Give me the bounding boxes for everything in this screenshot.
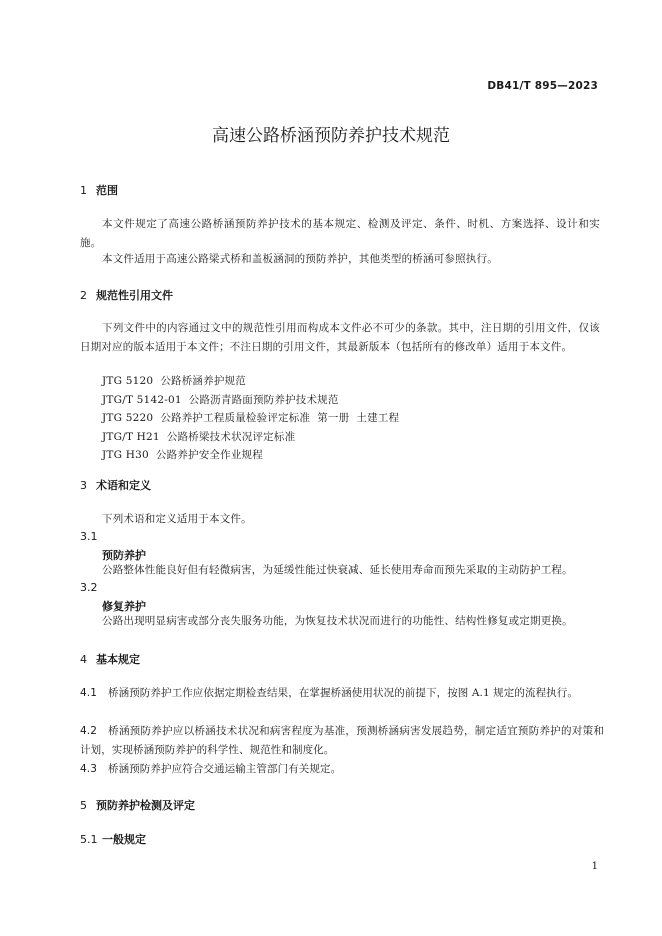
- term-definition: 公路整体性能良好但有轻微病害，为延缓性能过快衰减、延长使用寿命而预先采取的主动防护工程。: [102, 564, 573, 576]
- term-number: 3.1: [80, 530, 98, 543]
- reference-item: JTG 5120 公路桥涵养护规范: [102, 375, 246, 387]
- clause-number: 4.2: [80, 725, 97, 737]
- page-number: 1: [591, 861, 598, 872]
- section-1-heading: [80, 182, 118, 198]
- clause-text: 桥涵预防养护应以桥涵技术状况和病害程度为基准，预测桥涵病害发展趋势，制定适宜预防养护的对策和计划，实现桥涵预防养护的科学性、规范性和制度化。: [80, 725, 604, 756]
- clause-number: 4.3: [80, 763, 97, 775]
- term-number: 3.2: [80, 581, 98, 594]
- section-title: 术语和定义: [96, 479, 151, 492]
- subsection-number: 5.1: [80, 833, 98, 846]
- reference-item: JTG H30 公路养护安全作业规程: [102, 449, 263, 461]
- reference-item: JTG/T 5142-01 公路沥青路面预防养护技术规范: [102, 394, 339, 406]
- term-name: 预防养护: [102, 549, 146, 562]
- clause-text: 桥涵预防养护工作应依据定期检查结果，在掌握桥涵使用状况的前提下，按图 A.1 规定的流程执行。: [108, 687, 578, 699]
- section-number: 5: [80, 799, 87, 812]
- subsection-5-1-heading: [80, 831, 146, 847]
- section-number: 4: [80, 653, 87, 666]
- section-4-heading: [80, 651, 140, 667]
- document-id: DB41/T 895—2023: [487, 80, 598, 92]
- section-title: 规范性引用文件: [96, 289, 173, 302]
- section-title: 预防养护检测及评定: [96, 799, 195, 812]
- section-title: 范围: [96, 184, 118, 197]
- reference-item: JTG/T H21 公路桥梁技术状况评定标准: [102, 431, 296, 443]
- clause-4-1: [80, 684, 604, 703]
- section-number: 3: [80, 479, 87, 492]
- section-1-paragraph-1: 本文件规定了高速公路桥涵预防养护技术的基本规定、检测及评定、条件、时机、方案选择、设计和实施。: [80, 218, 600, 249]
- term-name: 修复养护: [102, 600, 146, 613]
- section-1-paragraph-2: 本文件适用于高速公路梁式桥和盖板涵洞的预防养护，其他类型的桥涵可参照执行。: [102, 253, 498, 265]
- clause-number: 4.1: [80, 687, 97, 699]
- reference-item: JTG 5220 公路养护工程质量检验评定标准 第一册 土建工程: [102, 412, 400, 424]
- section-title: 基本规定: [96, 653, 140, 666]
- section-3-heading: [80, 477, 151, 493]
- clause-text: 桥涵预防养护应符合交通运输主管部门有关规定。: [108, 763, 342, 775]
- clause-4-2: [80, 722, 604, 759]
- clause-4-3: [80, 760, 604, 779]
- subsection-title: 一般规定: [102, 833, 146, 846]
- document-title: 高速公路桥涵预防养护技术规范: [212, 126, 450, 146]
- term-definition: 公路出现明显病害或部分丧失服务功能，为恢复技术状况而进行的功能性、结构性修复或定期更换。: [102, 615, 573, 627]
- section-number: 1: [80, 184, 87, 197]
- section-2-heading: [80, 287, 173, 303]
- section-number: 2: [80, 289, 87, 302]
- section-3-intro: 下列术语和定义适用于本文件。: [102, 513, 252, 525]
- section-5-heading: [80, 797, 195, 813]
- section-2-paragraph: 下列文件中的内容通过文中的规范性引用而构成本文件必不可少的条款。其中，注日期的引用文件，仅该日期对应的版本适用于本文件；不注日期的引用文件，其最新版本（包括所有的修改单）适用于本文件。: [80, 322, 600, 353]
